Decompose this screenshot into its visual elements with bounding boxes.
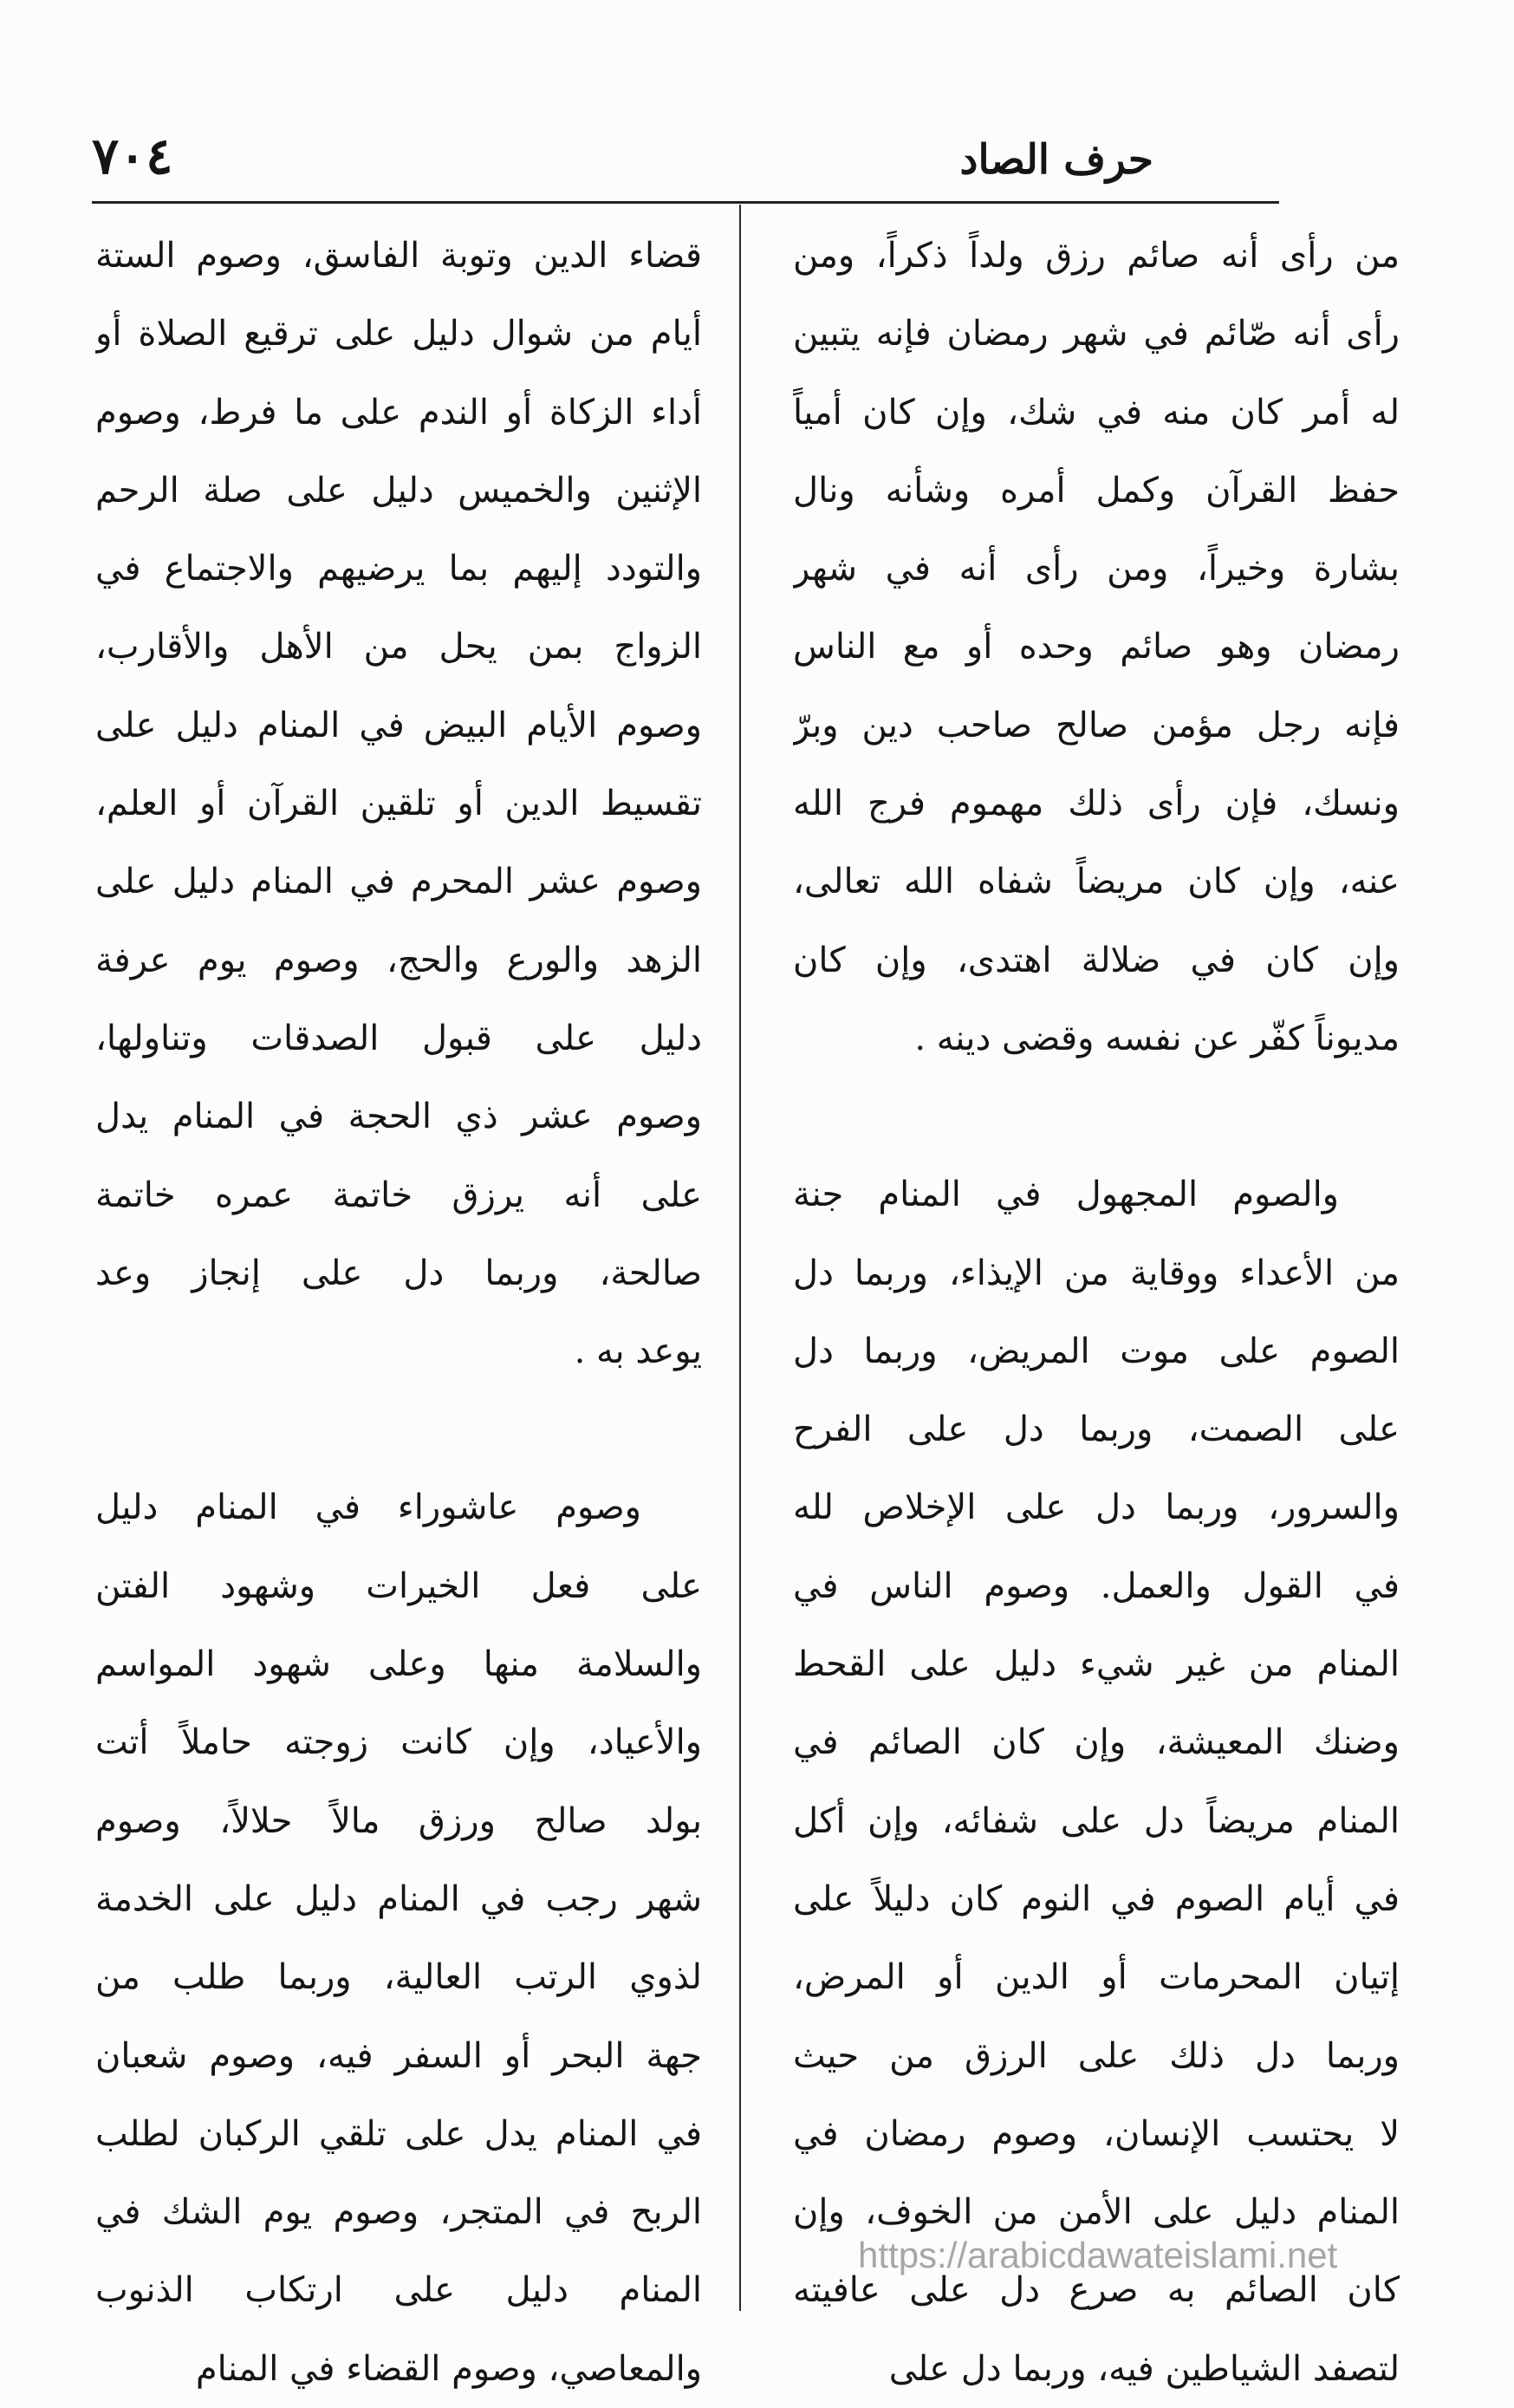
watermark-url: https://arabicdawateislami.net [858,2235,1338,2275]
text-line: شهر رجب في المنام دليل على الخدمة [95,1878,702,1919]
text-line: الربح في المتجر، وصوم يوم الشك في [95,2192,702,2233]
page-number: ٧٠٤ [92,127,173,185]
text-line: المنام من غير شيء دليل على القحط [793,1644,1400,1685]
text-line: كان الصائم به صرع دل على عافيته [793,2270,1400,2311]
text-line: له أمر كان منه في شك، وإن كان أمياً [793,392,1400,433]
text-line: وإن كان في ضلالة اهتدى، وإن كان [793,940,1400,980]
text-line: جهة البحر أو السفر فيه، وصوم شعبان [95,2035,702,2076]
text-line: تقسيط الدين أو تلقين القرآن أو العلم، [95,784,702,824]
text-line: في المنام يدل على تلقي الركبان لطلب [95,2113,702,2154]
text-line: لتصفد الشياطين فيه، وربما دل على [888,2348,1400,2389]
text-line: قضاء الدين وتوبة الفاسق، وصوم الستة [95,236,702,276]
text-line: لا يحتسب الإنسان، وصوم رمضان في [793,2113,1400,2154]
text-line: المنام دليل على الأمن من الخوف، وإن [793,2192,1400,2233]
text-line: على فعل الخيرات وشهود الفتن [95,1565,702,1606]
text-line: المنام دليل على ارتكاب الذنوب [95,2270,702,2311]
text-line: والسرور، وربما دل على الإخلاص لله [793,1487,1400,1528]
text-line: الصوم على موت المريض، وربما دل [793,1331,1400,1371]
text-line: وصوم عشر المحرم في المنام دليل على [95,862,702,902]
column-divider [739,205,741,2311]
text-line: الزهد والورع والحج، وصوم يوم عرفة [95,940,702,980]
text-line: الزواج بمن يحل من الأهل والأقارب، [95,627,702,667]
text-line: دليل على قبول الصدقات وتناولها، [95,1018,702,1058]
text-line: والمعاصي، وصوم القضاء في المنام [195,2348,702,2389]
left-column [95,217,702,2408]
text-line: وصوم عشر ذي الحجة في المنام يدل [95,1097,702,1137]
text-line: وصوم الأيام البيض في المنام دليل على [95,705,702,745]
text-line: أداء الزكاة أو الندم على ما فرط، وصوم [95,392,702,433]
text-line: لذوي الرتب العالية، وربما طلب من [95,1957,702,1998]
text-line: ونسك، فإن رأى ذلك مهموم فرج الله [793,784,1400,824]
text-line: على الصمت، وربما دل على الفرح [793,1409,1400,1450]
running-title: حرف الصاد [959,136,1153,184]
text-line: في القول والعمل. وصوم الناس في [793,1565,1400,1606]
text-line: والأعياد، وإن كانت زوجته حاملاً أتت [95,1722,702,1763]
text-line: وربما دل ذلك على الرزق من حيث [793,2035,1400,2076]
text-line: وضنك المعيشة، وإن كان الصائم في [793,1722,1400,1763]
text-line: وصوم عاشوراء في المنام دليل [95,1487,641,1528]
text-line: بولد صالح ورزق مالاً حلالاً، وصوم [95,1800,702,1841]
text-line: يوعد به . [574,1331,702,1372]
text-line: إتيان المحرمات أو الدين أو المرض، [793,1957,1400,1998]
text-line: من الأعداء ووقاية من الإيذاء، وربما دل [793,1253,1400,1293]
text-line: الإثنين والخميس دليل على صلة الرحم [95,470,702,511]
text-line: عنه، وإن كان مريضاً شفاه الله تعالى، [793,862,1400,902]
text-line: في أيام الصوم في النوم كان دليلاً على [793,1878,1400,1919]
text-line: صالحة، وربما دل على إنجاز وعد [95,1253,702,1293]
text-line: بشارة وخيراً، ومن رأى أنه في شهر [793,549,1400,589]
text-line: أيام من شوال دليل على ترقيع الصلاة أو [95,314,702,355]
right-column [793,217,1400,2408]
text-line: من رأى أنه صائم رزق ولداً ذكراً، ومن [793,236,1400,276]
text-line: رأى أنه صّائم في شهر رمضان فإنه يتبين [793,314,1400,355]
paragraph-gap [95,1390,702,1468]
text-line: والصوم المجهول في المنام جنة [793,1175,1339,1215]
text-line: مديوناً كفّر عن نفسه وقضى دينه . [914,1018,1400,1058]
text-line: فإنه رجل مؤمن صالح صاحب دين وبرّ [793,705,1400,745]
header-rule [92,201,1279,204]
text-line: حفظ القرآن وكمل أمره وشأنه ونال [793,470,1400,511]
text-line: والسلامة منها وعلى شهود المواسم [95,1644,702,1685]
text-line: رمضان وهو صائم وحده أو مع الناس [793,627,1400,667]
text-line: على أنه يرزق خاتمة عمره خاتمة [95,1175,702,1215]
text-line: والتودد إليهم بما يرضيهم والاجتماع في [95,549,702,589]
text-line: المنام مريضاً دل على شفائه، وإن أكل [793,1800,1400,1841]
paragraph-gap [793,1077,1400,1155]
